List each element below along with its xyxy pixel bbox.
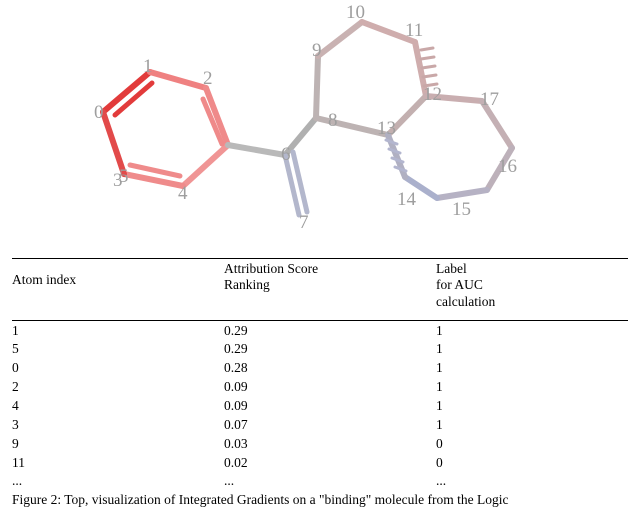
header-attribution-line2: Ranking — [224, 277, 270, 293]
cell-label: 1 — [436, 397, 443, 413]
table-row — [12, 472, 628, 491]
cell-label: 0 — [436, 435, 443, 451]
cell-label: 0 — [436, 454, 443, 470]
atom-label-14: 14 — [397, 189, 416, 210]
table-body — [12, 321, 628, 491]
cell-atom-index: ... — [12, 473, 23, 489]
table-row — [12, 397, 628, 416]
table-row — [12, 359, 628, 378]
cell-label: 1 — [436, 322, 443, 338]
cell-atom-index: 11 — [12, 454, 25, 470]
table-row — [12, 340, 628, 359]
table-header — [12, 259, 628, 321]
atom-label-16: 16 — [498, 156, 517, 177]
molecule-figure — [0, 0, 640, 250]
cell-atom-index: 1 — [12, 322, 19, 338]
cell-score: 0.02 — [224, 454, 248, 470]
cell-score: 0.28 — [224, 360, 248, 376]
cell-score: 0.29 — [224, 322, 248, 338]
atom-label-12: 12 — [423, 84, 442, 105]
atom-label-3: 3 — [113, 170, 123, 191]
atom-label-7: 7 — [299, 212, 309, 233]
figure-caption: Figure 2: Top, visualization of Integrated Gradients on a "binding" molecule from the Logic — [12, 492, 509, 507]
molecule-diagram — [0, 0, 640, 250]
cell-score: 0.09 — [224, 379, 248, 395]
cell-atom-index: 0 — [12, 360, 19, 376]
cell-label: 1 — [436, 341, 443, 357]
cell-atom-index: 4 — [12, 397, 19, 413]
atom-label-4: 4 — [178, 183, 188, 204]
atom-label-1: 1 — [143, 56, 153, 77]
table-row — [12, 416, 628, 435]
header-label-line1: Label — [436, 261, 467, 276]
table-row — [12, 378, 628, 397]
header-label-line2: for AUC — [436, 277, 483, 293]
atom-label-0: 0 — [94, 102, 104, 123]
cell-atom-index: 5 — [12, 341, 19, 357]
linker-bonds — [228, 118, 316, 215]
atom-label-11: 11 — [405, 20, 424, 41]
atom-label-13: 13 — [377, 118, 396, 139]
cell-atom-index: 9 — [12, 435, 19, 451]
cell-atom-index: 2 — [12, 379, 19, 395]
header-atom-index-text: Atom index — [12, 272, 77, 287]
cell-score: ... — [224, 473, 235, 489]
cell-label: 1 — [436, 379, 443, 395]
cell-atom-index: 3 — [12, 416, 19, 432]
cell-score: 0.29 — [224, 341, 248, 357]
header-label-line3: calculation — [436, 293, 496, 309]
attribution-table — [12, 258, 628, 491]
atom-label-9: 9 — [312, 40, 322, 61]
cell-score: 0.07 — [224, 416, 248, 432]
cell-score: 0.09 — [224, 397, 248, 413]
cell-label: 1 — [436, 360, 443, 376]
atom-label-17: 17 — [480, 89, 499, 110]
attribution-table-wrap — [12, 258, 628, 491]
table-row — [12, 434, 628, 453]
atom-label-6: 6 — [281, 144, 291, 165]
header-label — [436, 259, 628, 317]
atom-label-10: 10 — [346, 2, 365, 23]
atom-label-5: 5 — [119, 166, 129, 187]
cell-label: 1 — [436, 416, 443, 432]
right-ring-bonds — [386, 96, 512, 198]
table-row — [12, 453, 628, 472]
table-header-row — [12, 259, 628, 317]
table-row — [12, 321, 628, 340]
cell-label: ... — [436, 473, 447, 489]
cell-score: 0.03 — [224, 435, 248, 451]
header-atom-index — [12, 259, 224, 317]
atom-label-8: 8 — [328, 110, 338, 131]
atom-label-2: 2 — [203, 68, 213, 89]
atom-label-15: 15 — [452, 199, 471, 220]
header-attribution-line1: Attribution Score — [224, 261, 319, 276]
header-attribution-score — [224, 259, 436, 317]
